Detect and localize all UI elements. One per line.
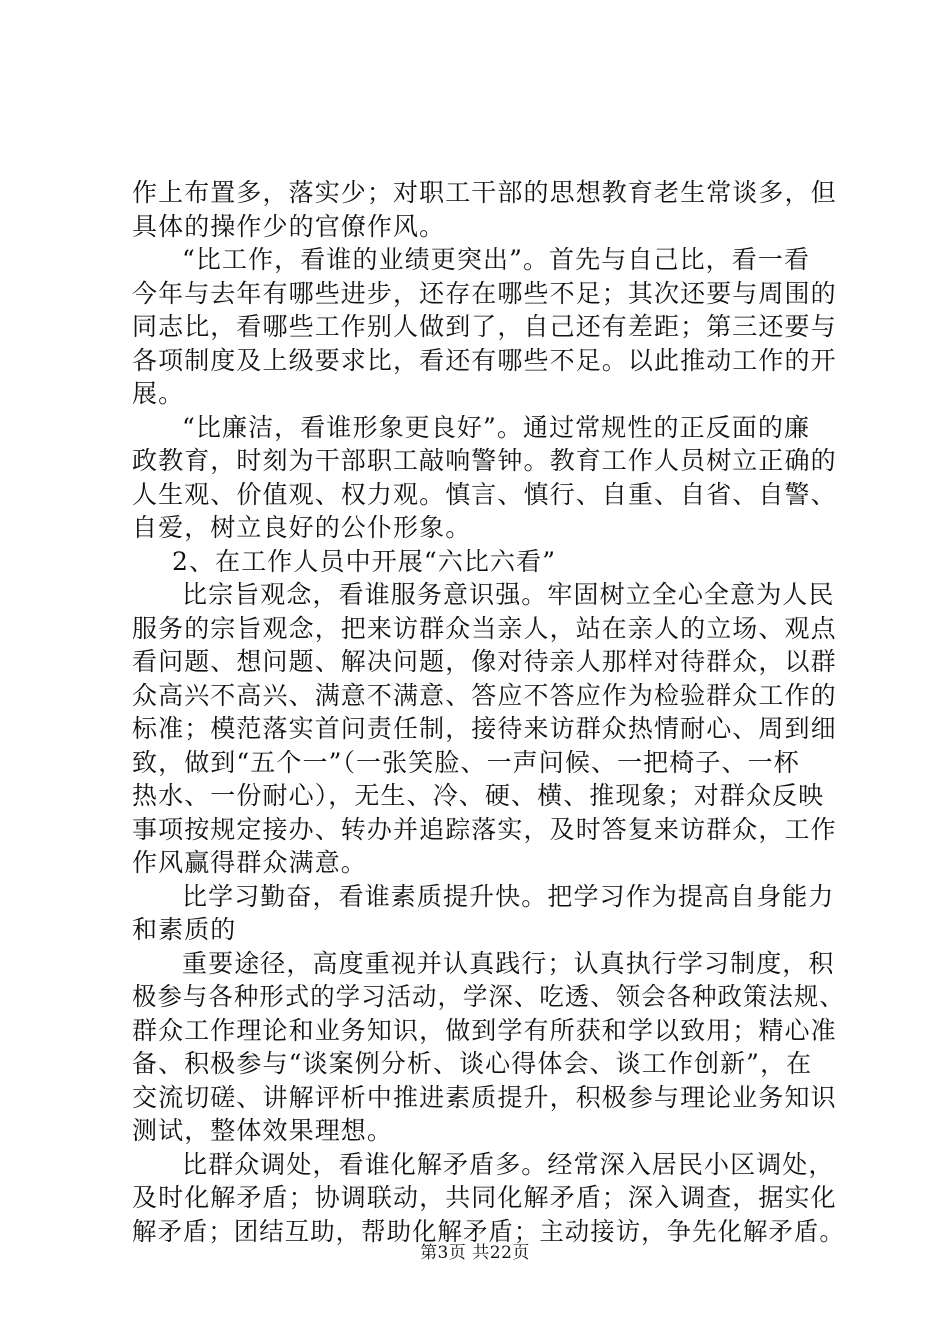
text-line: 具体的操作少的官僚作风。: [132, 212, 446, 241]
text-line: 和素质的: [132, 915, 237, 944]
text-line: 众高兴不高兴、满意不满意、答应不答应作为检验群众工作的: [132, 681, 837, 710]
text-line: 标准；模范落实首问责任制，接待来访群众热情耐心、周到细: [132, 714, 837, 743]
text-line: 致，做到“五个一”（一张笑脸、一声问候、一把椅子、一杯: [132, 748, 800, 777]
text-line: 比学习勤奋，看谁素质提升快。把学习作为提高自身能力: [182, 882, 835, 911]
text-line: 政教育，时刻为干部职工敲响警钟。教育工作人员树立正确的: [132, 446, 837, 475]
text-line: 备、积极参与“谈案例分析、谈心得体会、谈工作创新”，在: [132, 1049, 813, 1078]
text-line: 解矛盾；团结互助，帮助化解矛盾；主动接访，争先化解矛盾。: [132, 1217, 845, 1246]
text-line: 及时化解矛盾；协调联动，共同化解矛盾；深入调查，据实化: [132, 1183, 837, 1212]
text-line: 测试，整体效果理想。: [132, 1116, 394, 1145]
text-line: 交流切磋、讲解评析中推进素质提升，积极参与理论业务知识: [132, 1083, 837, 1112]
text-line: “比廉洁，看谁形象更良好”。通过常规性的正反面的廉: [182, 413, 811, 442]
text-line: 比宗旨观念，看谁服务意识强。牢固树立全心全意为人民: [182, 580, 835, 609]
text-line: 作风赢得群众满意。: [132, 848, 367, 877]
text-line: 热水、一份耐心），无生、冷、硬、横、推现象；对群众反映: [132, 781, 825, 810]
text-line: 看问题、想问题、解决问题，像对待亲人那样对待群众，以群: [132, 647, 837, 676]
text-line: 比群众调处，看谁化解矛盾多。经常深入居民小区调处，: [182, 1150, 835, 1179]
section-heading: 2、在工作人员中开展“六比六看”: [172, 547, 557, 576]
text-line: 极参与各种形式的学习活动，学深、吃透、领会各种政策法规、: [132, 982, 845, 1011]
text-line: 作上布置多，落实少；对职工干部的思想教育老生常谈多，但: [132, 178, 837, 207]
text-line: 重要途径，高度重视并认真践行；认真执行学习制度，积: [182, 949, 835, 978]
text-line: 自爱，树立良好的公仆形象。: [132, 513, 472, 542]
text-line: 事项按规定接办、转办并追踪落实，及时答复来访群众，工作: [132, 815, 837, 844]
text-line: 展。: [132, 379, 185, 408]
text-line: 今年与去年有哪些进步，还存在哪些不足；其次还要与周围的: [132, 279, 837, 308]
page-number-footer: 第3页 共22页: [420, 1243, 530, 1263]
text-line: 各项制度及上级要求比，看还有哪些不足。以此推动工作的开: [132, 346, 837, 375]
text-line: 服务的宗旨观念，把来访群众当亲人，站在亲人的立场、观点: [132, 614, 837, 643]
text-line: 同志比，看哪些工作别人做到了，自己还有差距；第三还要与: [132, 312, 837, 341]
text-line: 人生观、价值观、权力观。慎言、慎行、自重、自省、自警、: [132, 480, 837, 509]
text-line: “比工作，看谁的业绩更突出”。首先与自己比，看一看: [182, 245, 811, 274]
text-line: 群众工作理论和业务知识，做到学有所获和学以致用；精心准: [132, 1016, 837, 1045]
